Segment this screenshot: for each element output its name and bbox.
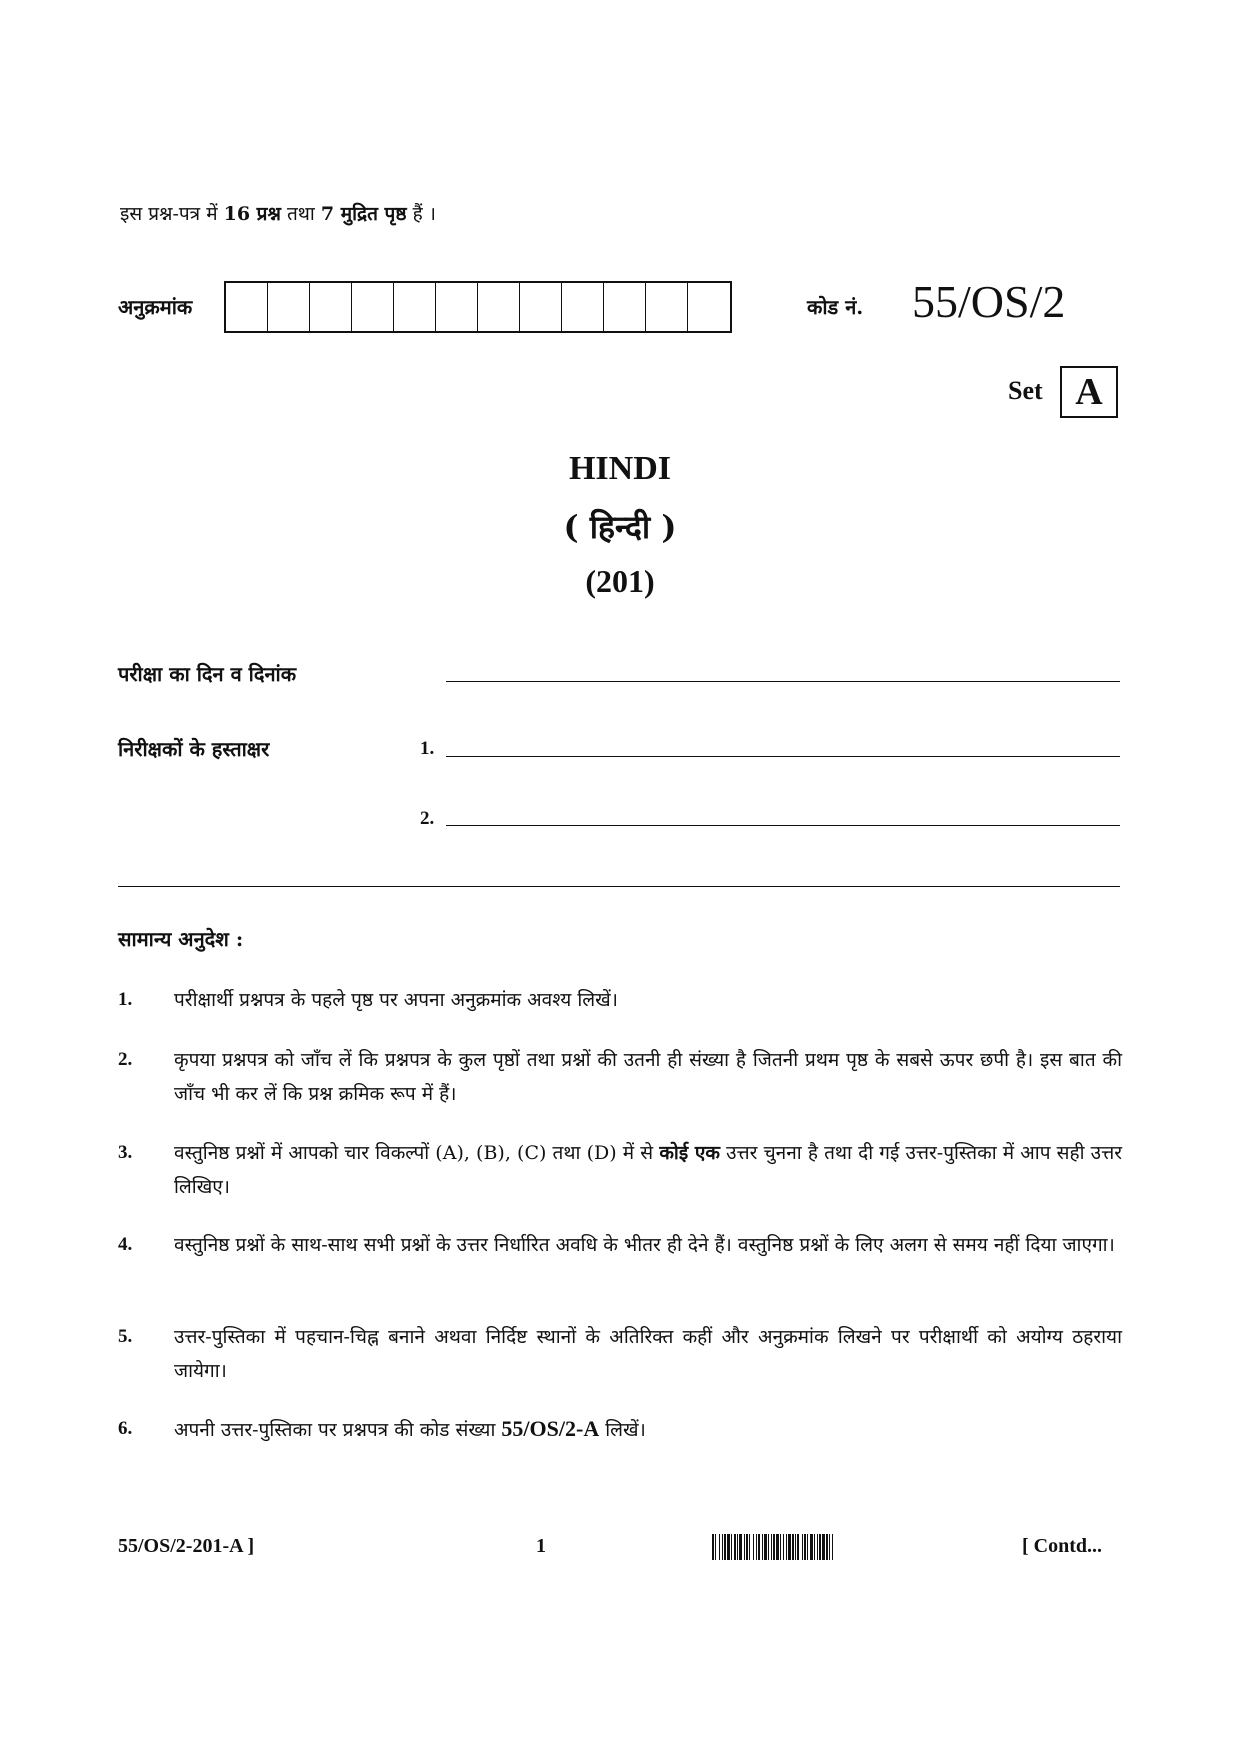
instruction-item [118,1043,1122,1111]
instruction-number: 5. [118,1326,133,1347]
roll-number-box[interactable] [352,283,394,331]
section-divider [118,886,1120,887]
instruction-number: 3. [118,1142,133,1163]
subject-code: (201) [585,563,655,599]
subject-hindi: ( हिन्दी ) [563,508,677,546]
instruction-item [118,1228,1122,1262]
instruction-text [174,1136,1122,1204]
set-value: A [1060,366,1118,418]
roll-number-box[interactable] [520,283,562,331]
code-value: 55/OS/2 [912,276,1066,327]
footer-paper-code: 55/OS/2-201-A ] [118,1535,255,1557]
instruction-text: कृपया प्रश्नपत्र को जाँच लें कि प्रश्नपत्र के कुल पृष्ठों तथा प्रश्नों की उतनी ही संख्या है जितनी प्रथम पृष्ठ के सबसे ऊपर छपी है। इस बात की जाँच भी कर लें कि प्रश्न क्रमिक रूप में हैं। [174,1049,1122,1105]
roll-number-label: अनुक्रमांक [118,295,193,319]
instructions-heading: सामान्य अनुदेश : [118,927,244,951]
instruction-text-part: वस्तुनिष्ठ प्रश्नों में आपको चार विकल्पों (A), (B), (C) तथा (D) में से [174,1142,660,1164]
set-label: Set [1008,376,1043,405]
exam-date-label: परीक्षा का दिन व दिनांक [118,662,297,686]
roll-number-box[interactable] [394,283,436,331]
instruction-text: वस्तुनिष्ठ प्रश्नों के साथ-साथ सभी प्रश्नों के उत्तर निर्धारित अवधि के भीतर ही देने हैं। वस्तुनिष्ठ प्रश्नों के लिए अलग से समय नहीं दिया जाएगा। [174,1234,1115,1256]
instruction-text: उत्तर-पुस्तिका में पहचान-चिह्न बनाने अथवा निर्दिष्ट स्थानों के अतिरिक्त कहीं और अनुक्रमांक लिखने पर परीक्षार्थी को अयोग्य ठहराया जायेगा। [174,1326,1122,1382]
instruction-emphasis: 55/OS/2-A [501,1416,600,1441]
roll-number-box[interactable] [646,283,688,331]
roll-number-box[interactable] [478,283,520,331]
instruction-text-part: उत्तर चुनना है तथा दी गई उत्तर-पुस्तिका में आप सही उत्तर लिखिए। [174,1142,1122,1198]
roll-number-box[interactable] [310,283,352,331]
instruction-number: 1. [118,989,133,1010]
instruction-number: 4. [118,1234,133,1255]
instruction-number: 6. [118,1418,133,1439]
question-paper-note [120,200,436,226]
barcode-bar [833,1534,834,1560]
roll-number-box[interactable] [226,283,268,331]
roll-number-box[interactable] [268,283,310,331]
instruction-item [118,1320,1122,1388]
instruction-text-part: लिखें। [599,1419,646,1441]
roll-number-box[interactable] [562,283,604,331]
subject-title: HINDI [568,450,672,487]
note-question-count: 16 प्रश्न [223,203,281,225]
note-middle: तथा [280,203,321,225]
signature-2-number: 2. [420,808,435,829]
signature-1-number: 1. [420,738,435,759]
instruction-text [174,1412,1122,1447]
barcode-graphic [712,1534,1012,1560]
instruction-item [118,1412,1122,1447]
instruction-text: परीक्षार्थी प्रश्नपत्र के पहले पृष्ठ पर अपना अनुक्रमांक अवश्य लिखें। [174,989,618,1011]
instruction-number: 2. [118,1049,133,1070]
invigilator-label: निरीक्षकों के हस्ताक्षर [118,737,270,761]
instruction-text-part: अपनी उत्तर-पुस्तिका पर प्रश्नपत्र की कोड संख्या [174,1419,502,1441]
roll-number-boxes[interactable] [224,281,732,333]
note-prefix: इस प्रश्न-पत्र में [120,203,224,225]
footer-contd: [ Contd... [1022,1535,1103,1557]
code-label: कोड नं. [807,295,864,319]
note-suffix: हैं । [406,203,436,225]
instruction-item [118,983,1122,1017]
instruction-item [118,1136,1122,1204]
exam-date-line[interactable] [446,681,1120,682]
roll-number-box[interactable] [604,283,646,331]
note-page-count: 7 मुद्रित पृष्ठ [320,203,407,225]
page-number: 1 [536,1535,546,1557]
signature-1-line[interactable] [446,756,1120,757]
roll-number-box[interactable] [436,283,478,331]
instruction-emphasis: कोई एक [659,1142,720,1164]
signature-2-line[interactable] [446,825,1120,826]
roll-number-box[interactable] [688,283,730,331]
